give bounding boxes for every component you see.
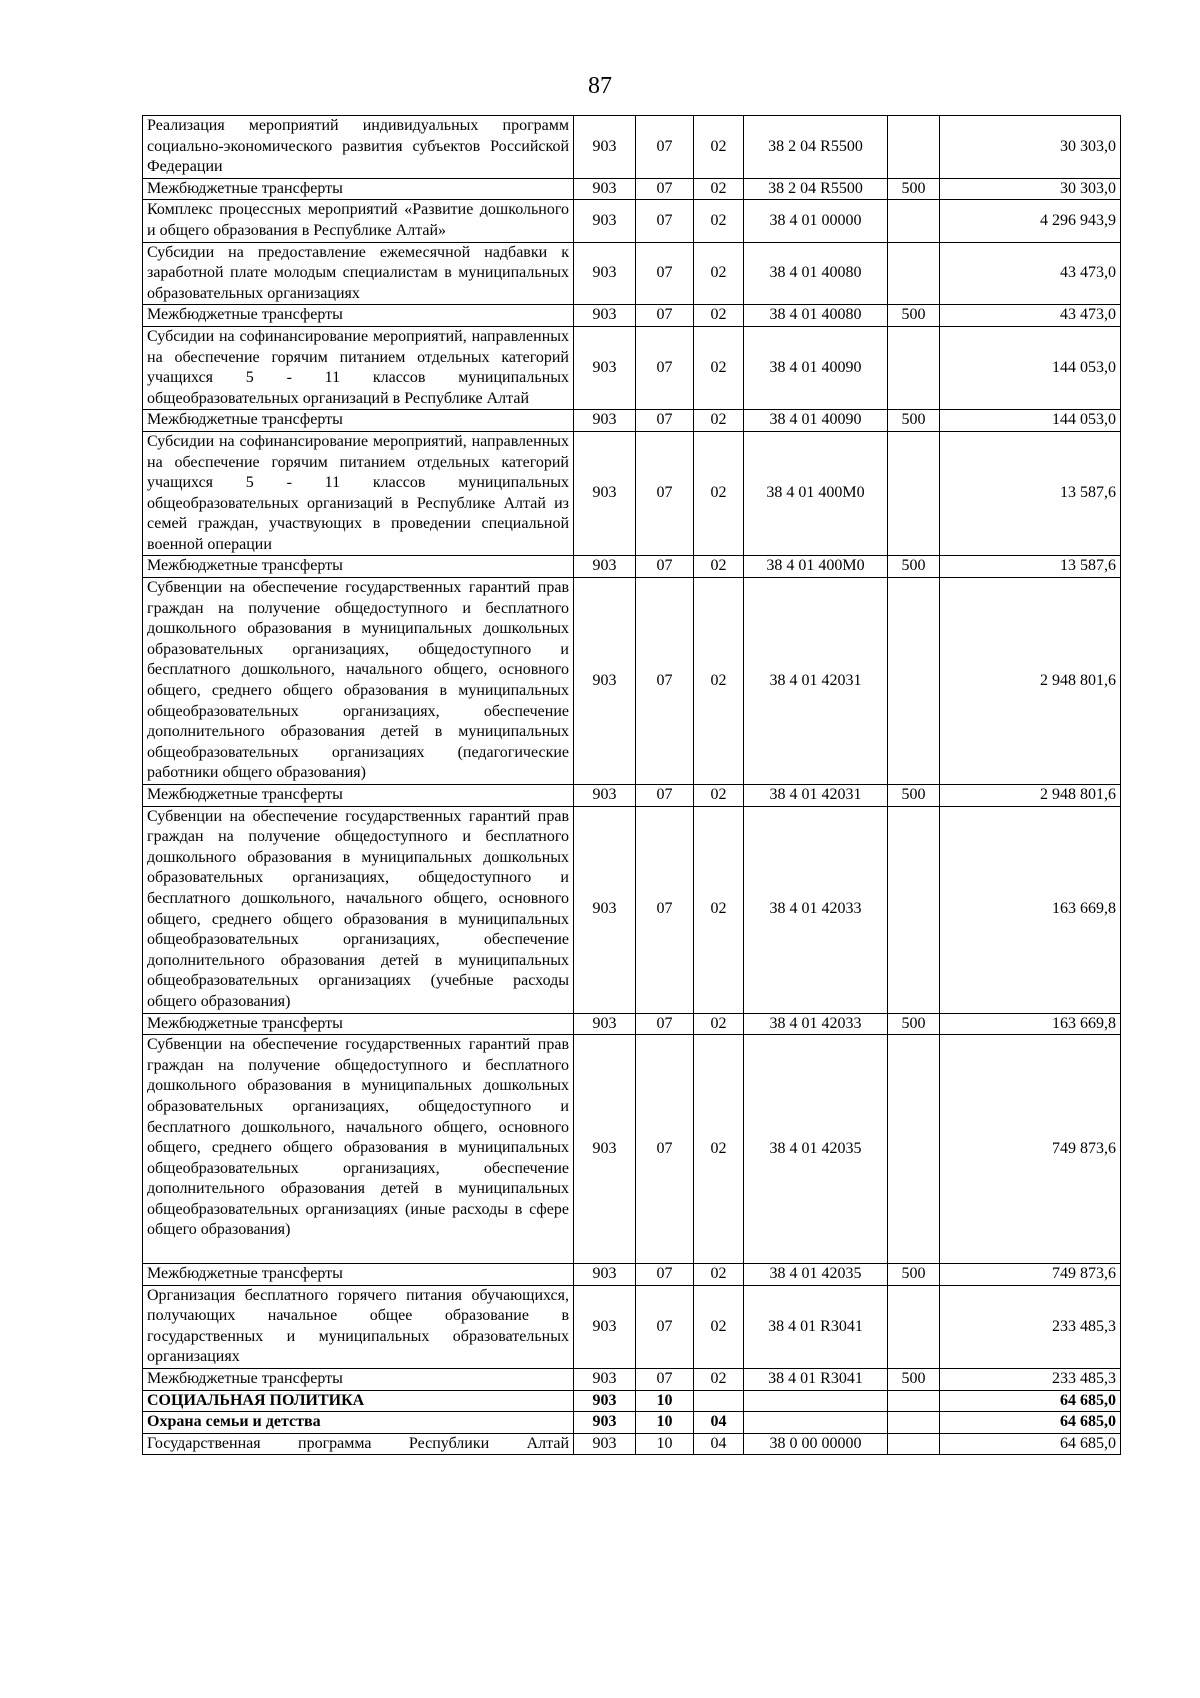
row-target-article-code: 38 4 01 42033 [744,1013,888,1035]
row-subsection-code: 02 [694,326,744,409]
row-name: Межбюджетные трансферты [143,1013,574,1035]
row-gr-code: 903 [574,431,636,556]
row-name: Субсидии на софинансирование мероприятий, направленных на обеспечение горячим питанием отдельных категорий учащихся 5 - 11 классов муниципальных общеобразовательных организаций в Республике Алтай из семей граждан, участвующих в проведении специальной военной операции [143,431,574,556]
table-row [143,1285,1121,1368]
row-amount: 64 685,0 [940,1433,1121,1455]
row-target-article-code: 38 4 01 00000 [744,200,888,242]
row-gr-code: 903 [574,806,636,1013]
row-subsection-code: 02 [694,410,744,432]
table-row [143,1369,1121,1391]
table-row [143,1390,1121,1412]
table-row [143,200,1121,242]
row-subsection-code: 02 [694,556,744,578]
row-target-article-code: 38 0 00 00000 [744,1433,888,1455]
row-subsection-code: 02 [694,578,744,785]
table-row [143,806,1121,1013]
row-target-article-code: 38 4 01 42035 [744,1264,888,1286]
row-name: СОЦИАЛЬНАЯ ПОЛИТИКА [143,1390,574,1412]
row-section-code: 07 [636,410,694,432]
row-expense-type-code [888,116,940,179]
row-target-article-code [744,1390,888,1412]
row-name: Субвенции на обеспечение государственных гарантий прав граждан на получение общедоступного и бесплатного дошкольного образования в муниципальных дошкольных образовательных организациях, общедоступного и бесплатного дошкольного, начального общего, основного общего, среднего общего образования в муниципальных общеобразовательных организациях, обеспечение дополнительного образования детей в муниципальных общеобразовательных организациях (иные расходы в сфере общего образования) [143,1035,574,1264]
row-amount: 233 485,3 [940,1369,1121,1391]
row-expense-type-code: 500 [888,785,940,807]
row-target-article-code: 38 4 01 42031 [744,578,888,785]
row-name: Субсидии на софинансирование мероприятий, направленных на обеспечение горячим питанием отдельных категорий учащихся 5 - 11 классов муниципальных общеобразовательных организаций в Республике Алтай [143,326,574,409]
table-row [143,431,1121,556]
row-section-code: 07 [636,178,694,200]
row-gr-code: 903 [574,1390,636,1412]
row-subsection-code: 02 [694,305,744,327]
row-amount: 30 303,0 [940,116,1121,179]
row-subsection-code: 02 [694,200,744,242]
row-subsection-code: 02 [694,1285,744,1368]
table-row [143,178,1121,200]
table-row [143,578,1121,785]
row-name: Межбюджетные трансферты [143,178,574,200]
row-target-article-code: 38 4 01 400М0 [744,556,888,578]
row-section-code: 07 [636,326,694,409]
row-section-code: 07 [636,1035,694,1264]
row-expense-type-code [888,806,940,1013]
row-gr-code: 903 [574,1013,636,1035]
row-name: Государственная программа Республики Алтай [143,1433,574,1455]
row-name: Охрана семьи и детства [143,1412,574,1434]
row-expense-type-code [888,200,940,242]
row-section-code: 07 [636,1264,694,1286]
row-gr-code: 903 [574,178,636,200]
row-amount: 4 296 943,9 [940,200,1121,242]
row-target-article-code: 38 4 01 R3041 [744,1369,888,1391]
table-row [143,1433,1121,1455]
page-number: 87 [588,73,612,99]
row-expense-type-code: 500 [888,556,940,578]
row-amount: 64 685,0 [940,1412,1121,1434]
row-amount: 43 473,0 [940,242,1121,305]
row-subsection-code: 04 [694,1433,744,1455]
row-amount: 30 303,0 [940,178,1121,200]
row-section-code: 07 [636,200,694,242]
row-target-article-code: 38 2 04 R5500 [744,178,888,200]
row-section-code: 07 [636,431,694,556]
row-section-code: 10 [636,1390,694,1412]
row-gr-code: 903 [574,556,636,578]
table-row [143,305,1121,327]
row-amount: 43 473,0 [940,305,1121,327]
row-section-code: 07 [636,1013,694,1035]
row-subsection-code: 04 [694,1412,744,1434]
row-name: Субвенции на обеспечение государственных гарантий прав граждан на получение общедоступного и бесплатного дошкольного образования в муниципальных дошкольных образовательных организациях, общедоступного и бесплатного дошкольного, начального общего, основного общего, среднего общего образования в муниципальных общеобразовательных организациях, обеспечение дополнительного образования детей в муниципальных общеобразовательных организациях (учебные расходы общего образования) [143,806,574,1013]
row-target-article-code: 38 4 01 40080 [744,305,888,327]
row-subsection-code: 02 [694,806,744,1013]
row-subsection-code: 02 [694,242,744,305]
table-row [143,556,1121,578]
row-section-code: 07 [636,578,694,785]
row-name: Межбюджетные трансферты [143,305,574,327]
row-expense-type-code: 500 [888,1369,940,1391]
row-target-article-code: 38 4 01 R3041 [744,1285,888,1368]
row-gr-code: 903 [574,1369,636,1391]
row-section-code: 07 [636,116,694,179]
row-amount: 163 669,8 [940,1013,1121,1035]
row-target-article-code: 38 4 01 40090 [744,410,888,432]
table-row [143,1264,1121,1286]
table-row [143,326,1121,409]
row-subsection-code: 02 [694,1035,744,1264]
row-section-code: 07 [636,785,694,807]
row-expense-type-code [888,431,940,556]
row-gr-code: 903 [574,116,636,179]
row-expense-type-code: 500 [888,1013,940,1035]
table-row [143,1035,1121,1264]
row-name: Организация бесплатного горячего питания обучающихся, получающих начальное общее образование в государственных и муниципальных образовательных организациях [143,1285,574,1368]
row-gr-code: 903 [574,410,636,432]
budget-table [142,115,1121,1455]
row-amount: 13 587,6 [940,431,1121,556]
row-expense-type-code [888,1412,940,1434]
row-amount: 144 053,0 [940,326,1121,409]
row-name: Межбюджетные трансферты [143,410,574,432]
row-subsection-code: 02 [694,1013,744,1035]
row-gr-code: 903 [574,200,636,242]
budget-table-body [143,116,1121,1455]
row-expense-type-code: 500 [888,178,940,200]
table-row [143,1013,1121,1035]
row-amount: 163 669,8 [940,806,1121,1013]
row-expense-type-code [888,1035,940,1264]
row-subsection-code [694,1390,744,1412]
row-target-article-code: 38 4 01 40080 [744,242,888,305]
row-amount: 749 873,6 [940,1035,1121,1264]
row-target-article-code: 38 2 04 R5500 [744,116,888,179]
row-subsection-code: 02 [694,785,744,807]
row-expense-type-code [888,326,940,409]
table-row [143,1412,1121,1434]
row-expense-type-code [888,242,940,305]
row-gr-code: 903 [574,1264,636,1286]
row-name: Межбюджетные трансферты [143,1264,574,1286]
row-gr-code: 903 [574,785,636,807]
row-gr-code: 903 [574,1285,636,1368]
row-subsection-code: 02 [694,1369,744,1391]
row-subsection-code: 02 [694,116,744,179]
row-section-code: 07 [636,806,694,1013]
row-amount: 64 685,0 [940,1390,1121,1412]
row-subsection-code: 02 [694,1264,744,1286]
table-row [143,410,1121,432]
row-expense-type-code [888,1285,940,1368]
row-gr-code: 903 [574,1433,636,1455]
row-expense-type-code [888,1390,940,1412]
row-section-code: 07 [636,1285,694,1368]
row-name: Межбюджетные трансферты [143,556,574,578]
row-target-article-code: 38 4 01 400М0 [744,431,888,556]
row-section-code: 10 [636,1433,694,1455]
row-gr-code: 903 [574,578,636,785]
row-amount: 144 053,0 [940,410,1121,432]
row-target-article-code [744,1412,888,1434]
row-amount: 2 948 801,6 [940,785,1121,807]
row-subsection-code: 02 [694,178,744,200]
row-name: Межбюджетные трансферты [143,785,574,807]
row-amount: 749 873,6 [940,1264,1121,1286]
row-expense-type-code [888,1433,940,1455]
table-row [143,785,1121,807]
row-expense-type-code: 500 [888,410,940,432]
row-name: Субвенции на обеспечение государственных гарантий прав граждан на получение общедоступного и бесплатного дошкольного образования в муниципальных дошкольных образовательных организациях, общедоступного и бесплатного дошкольного, начального общего, основного общего, среднего общего образования в муниципальных общеобразовательных организациях, обеспечение дополнительного образования детей в муниципальных общеобразовательных организациях (педагогические работники общего образования) [143,578,574,785]
row-name: Межбюджетные трансферты [143,1369,574,1391]
row-gr-code: 903 [574,1412,636,1434]
row-gr-code: 903 [574,326,636,409]
row-target-article-code: 38 4 01 42035 [744,1035,888,1264]
row-gr-code: 903 [574,242,636,305]
row-gr-code: 903 [574,1035,636,1264]
row-amount: 13 587,6 [940,556,1121,578]
row-expense-type-code [888,578,940,785]
row-expense-type-code: 500 [888,1264,940,1286]
row-expense-type-code: 500 [888,305,940,327]
row-name: Субсидии на предоставление ежемесячной надбавки к заработной плате молодым специалистам в муниципальных образовательных организациях [143,242,574,305]
row-amount: 233 485,3 [940,1285,1121,1368]
row-section-code: 07 [636,242,694,305]
row-section-code: 07 [636,1369,694,1391]
row-section-code: 07 [636,305,694,327]
row-target-article-code: 38 4 01 40090 [744,326,888,409]
row-name: Комплекс процессных мероприятий «Развитие дошкольного и общего образования в Республике Алтай» [143,200,574,242]
row-section-code: 07 [636,556,694,578]
row-name: Реализация мероприятий индивидуальных программ социально-экономического развития субъектов Российской Федерации [143,116,574,179]
table-row [143,116,1121,179]
row-section-code: 10 [636,1412,694,1434]
row-subsection-code: 02 [694,431,744,556]
row-amount: 2 948 801,6 [940,578,1121,785]
row-target-article-code: 38 4 01 42033 [744,806,888,1013]
table-row [143,242,1121,305]
row-target-article-code: 38 4 01 42031 [744,785,888,807]
row-gr-code: 903 [574,305,636,327]
